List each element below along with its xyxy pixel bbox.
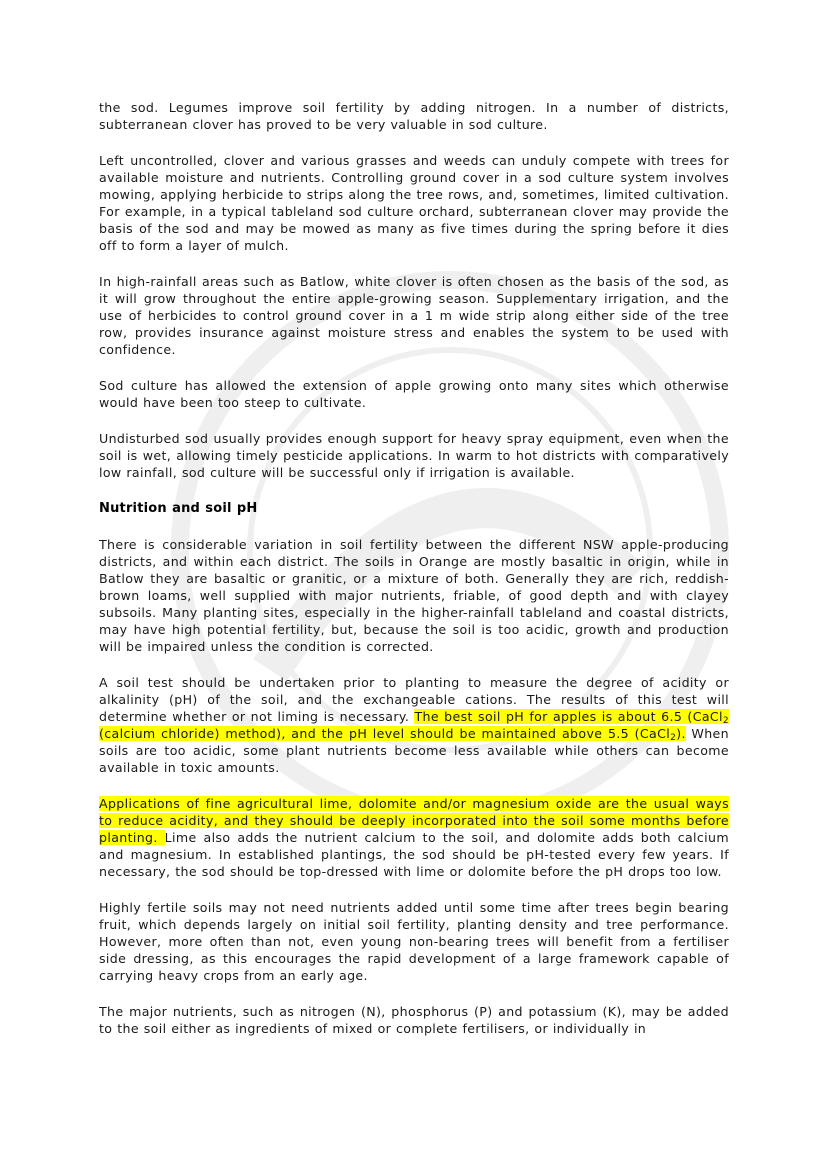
subscript-2b: 2 xyxy=(670,733,677,743)
document-page xyxy=(99,99,729,1056)
highlight-lime: Applications of fine agricultural lime, dolomite and/or magnesium oxide are the usual ways to reduce acidity, and they should be deeply incorporated into the soil some months before planting. xyxy=(99,796,729,845)
paragraph-major-nutrients: The major nutrients, such as nitrogen (N), phosphorus (P) and potassium (K), may be added to the soil either as ingredients of mixed or complete fertilisers, or individually in xyxy=(99,1004,729,1036)
subscript-2: 2 xyxy=(722,716,729,726)
paragraph-soil-test xyxy=(99,674,729,776)
paragraph-high-rainfall: In high-rainfall areas such as Batlow, white clover is often chosen as the basis of the sod, as it will grow throughout the entire apple-growing season. Supplementary irrigation, and the use of herbicides to control ground cover in a 1 m wide strip along either side of the tree row, provides insurance against moisture stress and enables the system to be used with confidence. xyxy=(99,274,729,357)
soil-test-text: A soil test should be undertaken prior to planting to measure the degree of acidity or alkalinity (pH) of the soil, and the exchangeable cations. The results of this test will determine whether or not liming is necessary. xyxy=(99,675,729,724)
lime-text: Lime also adds the nutrient calcium to the soil, and dolomite adds both calcium and magnesium. In established plantings, the sod should be pH-tested every few years. If necessary, the sod should be top-dressed with lime or dolomite before the pH drops too low. xyxy=(99,830,729,879)
paragraph-sod-extension: Sod culture has allowed the extension of apple growing onto many sites which otherwise would have been too steep to cultivate. xyxy=(99,378,729,410)
highlight-text-c: ). xyxy=(676,726,686,741)
paragraph-lime xyxy=(99,795,729,880)
soil-test-text-end: When soils are too acidic, some plant nutrients become less available while others can become available in toxic amounts. xyxy=(99,726,729,775)
highlight-text-b: (calcium chloride) method), and the pH level should be maintained above 5.5 (CaCl xyxy=(99,726,671,741)
highlight-text-a: The best soil pH for apples is about 6.5 (CaCl xyxy=(414,709,723,724)
section-heading-nutrition: Nutrition and soil pH xyxy=(99,501,258,516)
paragraph-soil-fertility: There is considerable variation in soil fertility between the different NSW apple-producing districts, and within each district. The soils in Orange are mostly basaltic in origin, while in Batlow they are basaltic or granitic, or a mixture of both. Generally they are rich, reddish-brown loams, well supplied with major nutrients, friable, of good depth and with clayey subsoils. Many planting sites, especially in the higher-rainfall tableland and coastal districts, may have high potential fertility, but, because the soil is too acidic, growth and production will be impaired unless the condition is corrected. xyxy=(99,537,729,654)
paragraph-fertile-soils: Highly fertile soils may not need nutrients added until some time after trees begin bearing fruit, which depends largely on initial soil fertility, planting density and tree performance. However, more often than not, even young non-bearing trees will benefit from a fertiliser side dressing, as this encourages the rapid development of a large framework capable of carrying heavy crops from an early age. xyxy=(99,900,729,983)
paragraph-ground-cover: Left uncontrolled, clover and various grasses and weeds can unduly compete with trees for available moisture and nutrients. Controlling ground cover in a sod culture system involves mowing, applying herbicide to strips along the tree rows, and, sometimes, limited cultivation. For example, in a typical tableland sod culture orchard, subterranean clover may provide the basis of the sod and may be mowed as many as five times during the spring before it dies off to form a layer of mulch. xyxy=(99,153,729,253)
paragraph-spray-equipment: Undisturbed sod usually provides enough support for heavy spray equipment, even when the soil is wet, allowing timely pesticide applications. In warm to hot districts with comparatively low rainfall, sod culture will be successful only if irrigation is available. xyxy=(99,431,729,480)
paragraph-sod-legumes: the sod. Legumes improve soil fertility by adding nitrogen. In a number of districts, subterranean clover has proved to be very valuable in sod culture. xyxy=(99,100,729,132)
